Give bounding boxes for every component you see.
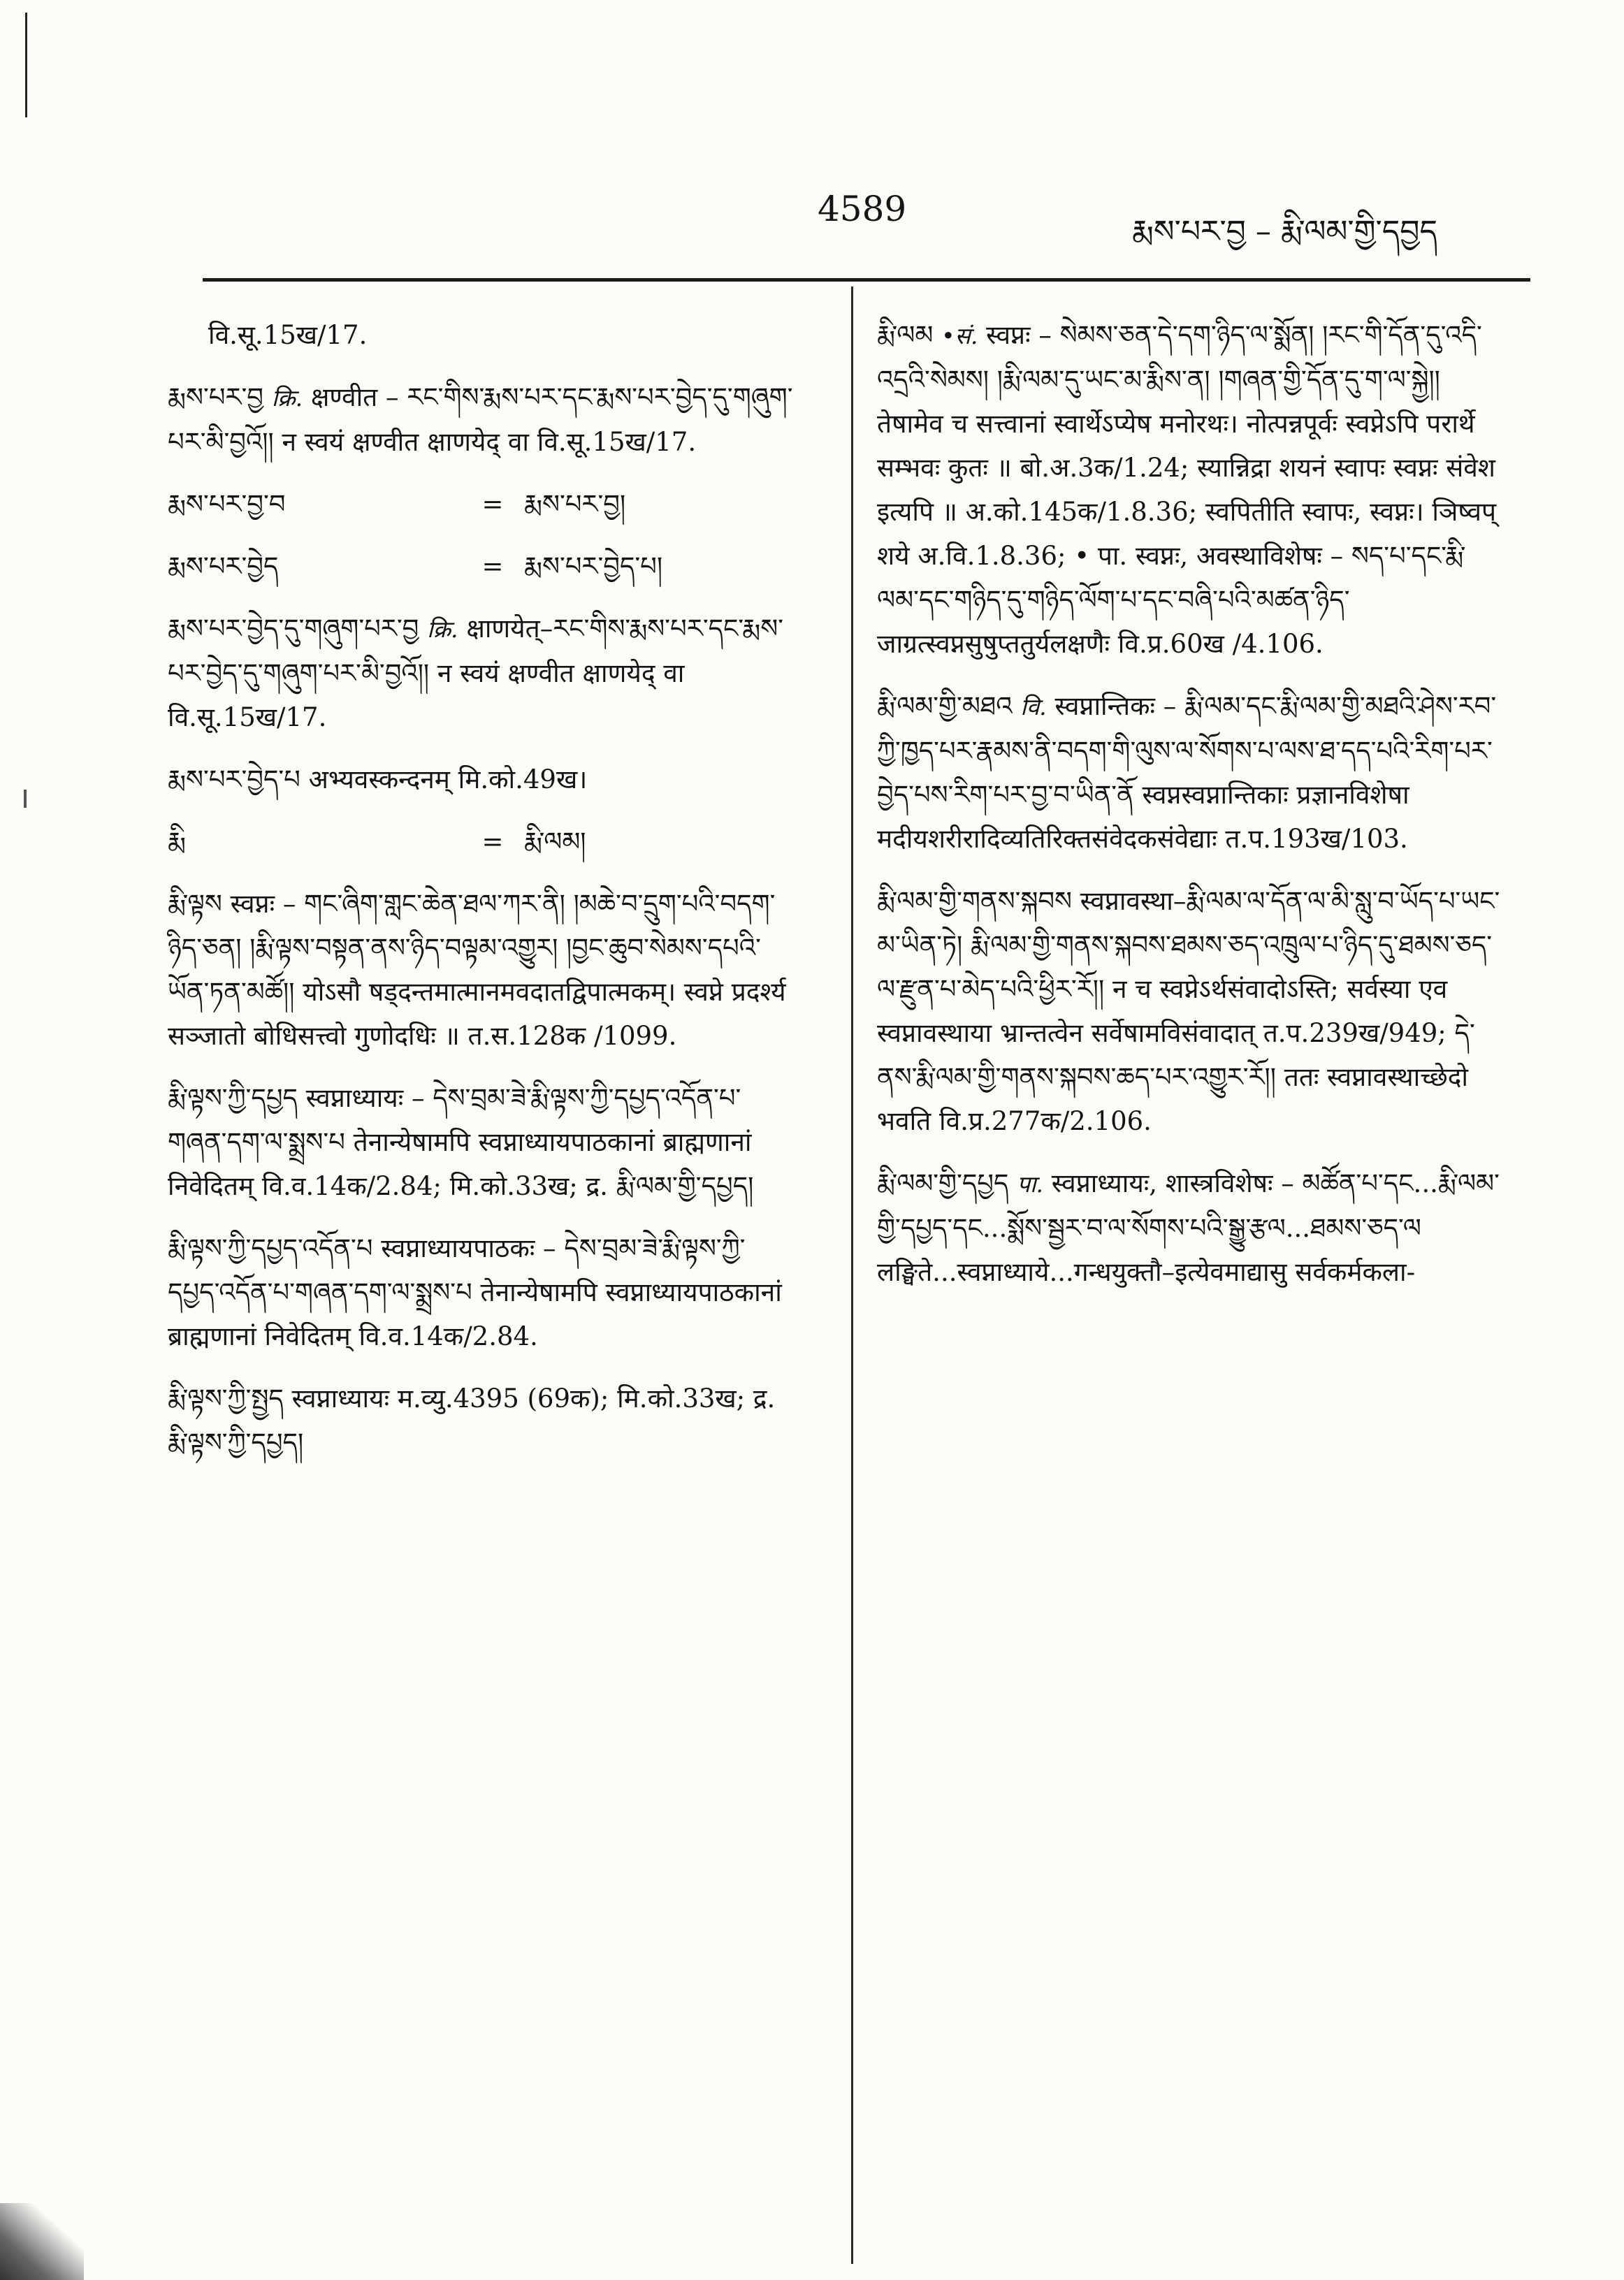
entry-headword: རྨི་ལྟས་ཀྱི་དཔྱད — [168, 1083, 298, 1113]
dictionary-entry — [168, 882, 797, 1058]
entry-headword: རྨས་པར་བྱེད — [168, 551, 279, 581]
entry-text: स्वप्नाध्यायपाठकः – དེས་བྲམ་ཟེ་རྨི་ལྟས་ཀྱི་དཔྱད་འདོན་པ་གཞན་དག་ལ་སྨྲས་པ तेनान्येषामपि स्वप्नाध्यायपाठकानां ब्राह्मणानां निवेदितम् वि.व.14क/2.84. — [168, 1233, 782, 1351]
entry-abbreviation: वि. — [1020, 693, 1047, 720]
entry-target: རྨི་ལམ། — [524, 827, 586, 857]
entry-text: स्वप्नान्तिकः – རྨི་ལམ་དང་རྨི་ལམ་གྱི་མཐའི་ཤེས་རབ་ཀྱི་ཁྱད་པར་རྣམས་ནི་བདག་གི་ལུས་ལ་སོགས་པ་ལས་ཐ་དད་པའི་རིག་པར་བྱེད་པས་རིག་པར་བྱ་བ་ཡིན་ནོ स्वप्नस्वप्नान्तिकाः प्रज्ञानविशेषा मदीयशरीरादिव्यतिरिक्तसंवेदकसंवेद्याः त.प.193ख/103. — [877, 691, 1497, 854]
entry-abbreviation: •सं. — [941, 322, 978, 349]
entry-abbreviation: क्रि. — [271, 384, 303, 412]
cross-reference-entry — [168, 820, 797, 864]
entry-abbreviation: पा. — [1017, 1170, 1043, 1198]
dictionary-entry — [877, 684, 1506, 861]
entry-text: वि.सू.15ख/17. — [208, 320, 368, 350]
cross-reference-entry — [168, 482, 797, 526]
equals-sign: = — [481, 551, 504, 581]
dictionary-entry — [168, 757, 797, 801]
entry-headword: རྨི་ལྟས་ཀྱི་དཔྱད་འདོན་པ — [168, 1233, 373, 1263]
dictionary-entry — [168, 1076, 797, 1208]
entry-text: स्वप्नाध्यायः – དེས་བྲམ་ཟེ་རྨི་ལྟས་ཀྱི་དཔྱད་འདོན་པ་གཞན་དག་ལ་སྨྲས་པ तेनान्येषामपि स्वप्नाध्यायपाठकानां ब्राह्मणानां निवेदितम् वि.व.14क/2.84; मि.को.33ख; द्र. རྨི་ལམ་གྱི་དཔྱད། — [168, 1083, 754, 1201]
entry-target: རྨས་པར་བྱ། — [524, 489, 626, 519]
entry-text: स्वप्नावस्था–རྨི་ལམ་ལ་དོན་ལ་མི་སླུ་བ་ཡོད་པ་ཡང་མ་ཡིན་ཏེ། རྨི་ལམ་གྱི་གནས་སྐབས་ཐམས་ཅད་འཁྲུལ་པ་ཉིད་དུ་ཐམས་ཅད་ལ་རྫུན་པ་མེད་པའི་ཕྱིར་རོ།། न च स्वप्नेऽर्थसंवादोऽस्ति; सर्वस्या एव स्वप्नावस्थाया भ्रान्तत्वेन सर्वेषामविसंवादात् त.प.239ख/949; དེ་ནས་རྨི་ལམ་གྱི་གནས་སྐབས་ཆད་པར་འགྱུར་རོ།། ततः स्वप्नावस्थाच्छेदो भवति वि.प्र.277क/2.106. — [877, 886, 1500, 1136]
entry-headword: རྨི — [168, 827, 186, 857]
running-head: རྨས་པར་བྱ – རྨི་ལམ་གྱི་དབྱད — [1132, 214, 1437, 249]
entry-text: स्वप्नः – སེམས་ཅན་དེ་དག་ཉིད་ལ་སྨོན། །རང་གི་དོན་དུ་འདི་འདྲའི་སེམས། །རྨི་ལམ་དུ་ཡང་མ་རྨིས་ན། །གཞན་གྱི་དོན་དུ་ག་ལ་སྐྱེ།། तेषामेव च सत्त्वानां स्वार्थेऽप्येष मनोरथः। नोत्पन्नपूर्वः स्वप्नेऽपि परार्थे सम्भवः कुतः ॥ बो.अ.3क/1.24; स्यान्निद्रा शयनं स्वापः स्वप्नः संवेश इत्यपि ॥ अ.को.145क/1.8.36; स्वपितीति स्वापः, स्वप्नः। ञिष्वप् शये अ.वि.1.8.36; • पा. स्वप्नः, अवस्थाविशेषः – སད་པ་དང་རྨི་ལམ་དང་གཉིད་དུ་གཉིད་ལོག་པ་དང་བཞི་པའི་མཚན་ཉིད་जाग्रत्स्वप्नसुषुप्ततुर्यलक्षणैः वि.प्र.60ख /4.106. — [877, 320, 1497, 659]
dictionary-entry — [168, 375, 797, 464]
entry-text: स्वप्नाध्यायः, शास्त्रविशेषः – མཚོན་པ་དང...རྨི་ལམ་གྱི་དཔྱད་དང...སྨོས་སྦྱར་བ་ལ་སོགས་པའི་སྒྱུ་རྩལ...ཐམས་ཅད་ལ लङ्घिते...स्वप्नाध्याये...गन्धयुक्तौ–इत्येवमाद्यासु सर्वकर्मकला- — [877, 1168, 1500, 1287]
entry-headword: རྨས་པར་བྱེད་པ — [168, 764, 300, 794]
entry-headword: རྨས་པར་བྱ — [168, 382, 263, 412]
entry-text: अभ्यवस्कन्दनम् मि.को.49ख। — [308, 764, 588, 794]
dictionary-entry — [168, 1377, 797, 1465]
entry-headword: རྨི་ལམ — [877, 320, 934, 350]
entry-headword: རྨི་ལམ་གྱི་མཐའ — [877, 691, 1013, 721]
entry-text: स्वप्नाध्यायः म.व्यु.4395 (69क); मि.को.33ख; द्र. རྨི་ལྟས་ཀྱི་དཔྱད། — [168, 1384, 776, 1458]
dictionary-entry — [877, 313, 1506, 666]
margin-pen-line — [25, 13, 27, 117]
equals-sign: = — [481, 489, 504, 519]
entry-headword: རྨི་ལམ་གྱི་དཔྱད — [877, 1168, 1009, 1198]
dictionary-entry — [168, 607, 797, 739]
dictionary-entry — [877, 1161, 1506, 1294]
cross-reference-entry — [168, 544, 797, 588]
dictionary-entry — [168, 1226, 797, 1358]
right-column — [877, 313, 1506, 1312]
entry-headword: རྨས་པར་བྱེད་དུ་གཞུག་པར་བྱ — [168, 613, 419, 644]
margin-pen-tick — [24, 790, 27, 808]
entry-abbreviation: क्रि. — [427, 616, 458, 643]
entry-target: རྨས་པར་བྱེད་པ། — [524, 551, 663, 581]
dictionary-entry — [877, 879, 1506, 1143]
equals-sign: = — [481, 827, 504, 857]
entry-headword: རྨི་ལམ་གྱི་གནས་སྐབས — [877, 886, 1073, 916]
column-divider — [851, 286, 853, 2264]
header-rule — [203, 278, 1530, 282]
entry-headword: རྨི་ལྟས་ཀྱི་སྤྱད — [168, 1384, 284, 1414]
entry-headword: རྨས་པར་བྱ་བ — [168, 489, 286, 519]
entry-text: क्षण्वीत – རང་གིས་རྨས་པར་དང་རྨས་པར་བྱེད་དུ་གཞུག་པར་མི་བྱའོ།། न स्वयं क्षण्वीत क्षाणयेद् वा वि.सू.15ख/17. — [168, 382, 793, 457]
left-column — [168, 313, 797, 1483]
entry-text: स्वप्नः – གང་ཞིག་གླང་ཆེན་ཐལ་ཀར་ནི། །མཆེ་བ་དྲུག་པའི་བདག་ཉིད་ཅན། །རྨི་ལྟས་བསྟན་ནས་ཉིད་བལྟམ་འགྱུར། །བྱང་ཆུབ་སེམས་དཔའི་ཡོན་ཏན་མཚོ།། योऽसौ षड्दन्तमात्मानमवदातद्विपात्मकम्। स्वप्ने प्रदर्श्य सञ्जातो बोधिसत्त्वो गुणोदधिः ॥ त.स.128क /1099. — [168, 889, 786, 1051]
page-corner-shadow — [0, 2203, 84, 2280]
entry-headword: རྨི་ལྟས — [168, 889, 222, 919]
page-number: 4589 — [818, 189, 907, 229]
entry-text: क्षाणयेत्–རང་གིས་རྨས་པར་དང་རྨས་པར་བྱེད་དུ་གཞུག་པར་མི་བྱའོ།། न स्वयं क्षण्वीत क्षाणयेद् वा वि.सू.15ख/17. — [168, 613, 784, 732]
dictionary-entry — [168, 313, 797, 357]
